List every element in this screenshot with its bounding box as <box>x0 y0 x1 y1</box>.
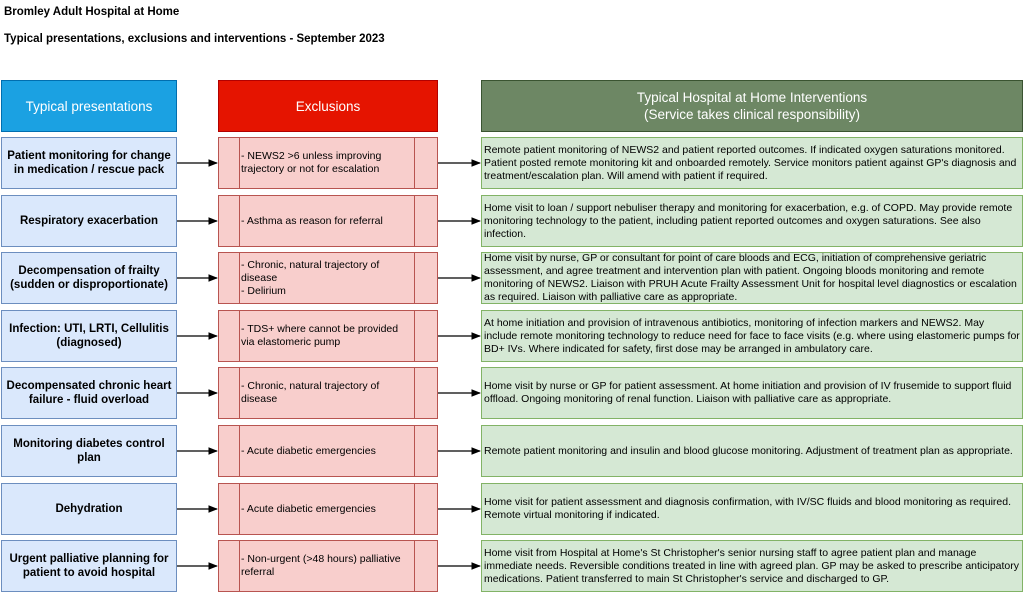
header-typical-presentations <box>1 80 177 132</box>
header-exclusions <box>218 80 438 132</box>
presentation-box: Urgent palliative planning for patient to avoid hospital <box>1 540 177 592</box>
intervention-text: Remote patient monitoring and insulin and blood glucose monitoring. Adjustment of treatment plan as appropriate. <box>484 444 1013 457</box>
exclusion-item: - Delirium <box>241 284 286 297</box>
page-title: Bromley Adult Hospital at Home <box>4 6 180 18</box>
intervention-text: Home visit by nurse or GP for patient assessment. At home initiation and provision of IV frusemide to support fluid offload. Ongoing monitoring of renal function. Liaison with palliative care as appropriate. <box>484 380 1012 405</box>
exclusion-left-divider <box>239 368 240 418</box>
presentation-box: Patient monitoring for change in medication / rescue pack <box>1 137 177 189</box>
exclusion-right-divider <box>414 196 415 246</box>
exclusion-item: - NEWS2 >6 unless improving trajectory or not for escalation <box>241 150 382 175</box>
exclusion-right-divider <box>414 426 415 476</box>
exclusion-item: - Chronic, natural trajectory of disease <box>241 380 380 405</box>
diagram-row <box>0 137 1024 189</box>
exclusion-item: - Non-urgent (>48 hours) palliative referral <box>241 553 401 578</box>
exclusion-left-divider <box>239 253 240 303</box>
diagram-row <box>0 540 1024 592</box>
intervention-box <box>481 483 1023 535</box>
presentation-box: Infection: UTI, LRTI, Cellulitis (diagnosed) <box>1 310 177 362</box>
exclusion-box <box>218 195 438 247</box>
exclusion-box <box>218 483 438 535</box>
exclusion-right-divider <box>414 368 415 418</box>
header-interventions <box>481 80 1023 132</box>
diagram-row <box>0 483 1024 535</box>
exclusion-left-divider <box>239 138 240 188</box>
intervention-box <box>481 540 1023 592</box>
intervention-box <box>481 137 1023 189</box>
exclusion-left-divider <box>239 541 240 591</box>
presentation-box: Decompensated chronic heart failure - fluid overload <box>1 367 177 419</box>
header-interventions-line1: Typical Hospital at Home Interventions <box>636 90 868 105</box>
exclusion-text <box>241 253 413 303</box>
diagram-row <box>0 195 1024 247</box>
diagram-row <box>0 425 1024 477</box>
exclusion-box <box>218 252 438 304</box>
presentation-box: Monitoring diabetes control plan <box>1 425 177 477</box>
exclusion-right-divider <box>414 311 415 361</box>
header-exclusions-label: Exclusions <box>295 98 361 114</box>
intervention-text: Home visit by nurse, GP or consultant for point of care bloods and ECG, initiation of comprehensive geriatric assessment, and agree treatment and intervention plan with patient. Ongoing bloods monitoring and remote monitoring of NEWS2. Liaison with PRUH Acute Frailty Assessment Unit for hospital level diagnostics or escalation as required. Liaison with palliative care as appropriate. <box>484 252 1017 303</box>
intervention-text: Home visit for patient assessment and diagnosis confirmation, with IV/SC fluids and blood monitoring as required. Remote virtual monitoring if indicated. <box>484 496 1012 521</box>
intervention-box <box>481 252 1023 304</box>
intervention-box <box>481 195 1023 247</box>
intervention-text: Home visit from Hospital at Home's St Christopher's senior nursing staff to agree patient plan and manage immediate needs. Reversible conditions treated in line with agreed plan. GP may be asked to prescribe anticipatory medications. Patient transferred to main St Christopher's service and discharged to GP. <box>484 546 1020 585</box>
diagram-row <box>0 367 1024 419</box>
exclusion-box <box>218 137 438 189</box>
exclusion-item: - Chronic, natural trajectory of disease <box>241 258 380 284</box>
diagram-row <box>0 310 1024 362</box>
exclusion-box <box>218 310 438 362</box>
header-interventions-line2: (Service takes clinical responsibility) <box>643 107 861 122</box>
exclusion-right-divider <box>414 138 415 188</box>
exclusion-text <box>241 311 413 361</box>
intervention-text: Home visit to loan / support nebuliser therapy and monitoring for exacerbation, e.g. of COPD. May provide remote monitoring technology to the patient, including patient reported outcomes and oxygen saturations. See also infection. <box>484 201 1013 240</box>
exclusion-box <box>218 540 438 592</box>
exclusion-text <box>241 541 413 591</box>
exclusion-box <box>218 425 438 477</box>
presentation-box: Respiratory exacerbation <box>1 195 177 247</box>
exclusion-left-divider <box>239 196 240 246</box>
exclusion-text <box>241 426 413 476</box>
exclusion-item: - Acute diabetic emergencies <box>241 502 376 515</box>
exclusion-item: - TDS+ where cannot be provided via elastomeric pump <box>241 323 399 348</box>
page-subtitle: Typical presentations, exclusions and interventions - September 2023 <box>4 33 385 45</box>
intervention-box <box>481 425 1023 477</box>
presentation-box: Dehydration <box>1 483 177 535</box>
exclusion-left-divider <box>239 484 240 534</box>
exclusion-text <box>241 196 413 246</box>
exclusion-text <box>241 368 413 418</box>
intervention-box <box>481 367 1023 419</box>
exclusion-box <box>218 367 438 419</box>
exclusion-right-divider <box>414 541 415 591</box>
presentation-box: Decompensation of frailty (sudden or disproportionate) <box>1 252 177 304</box>
exclusion-left-divider <box>239 311 240 361</box>
exclusion-text <box>241 484 413 534</box>
diagram-row <box>0 252 1024 304</box>
intervention-text: At home initiation and provision of intravenous antibiotics, monitoring of infection markers and NEWS2. May include remote monitoring technology to reduce need for face to face visits (e.g. where using elastomeric pumps for BD+ IVs. Where indicated for safety, first dose may be arranged in ambulatory care. <box>484 316 1020 355</box>
exclusion-item: - Acute diabetic emergencies <box>241 444 376 457</box>
intervention-box <box>481 310 1023 362</box>
exclusion-right-divider <box>414 484 415 534</box>
intervention-text: Remote patient monitoring of NEWS2 and patient reported outcomes. If indicated oxygen saturations monitored. Patient posted remote monitoring kit and onboarded remotely. Service monitors patient against GP's diagnosis and treatment/escalation plan. Will amend with patient if required. <box>484 143 1017 182</box>
exclusion-item: - Asthma as reason for referral <box>241 214 383 227</box>
exclusion-text <box>241 138 413 188</box>
exclusion-left-divider <box>239 426 240 476</box>
exclusion-right-divider <box>414 253 415 303</box>
header-presentations-label: Typical presentations <box>25 98 153 114</box>
